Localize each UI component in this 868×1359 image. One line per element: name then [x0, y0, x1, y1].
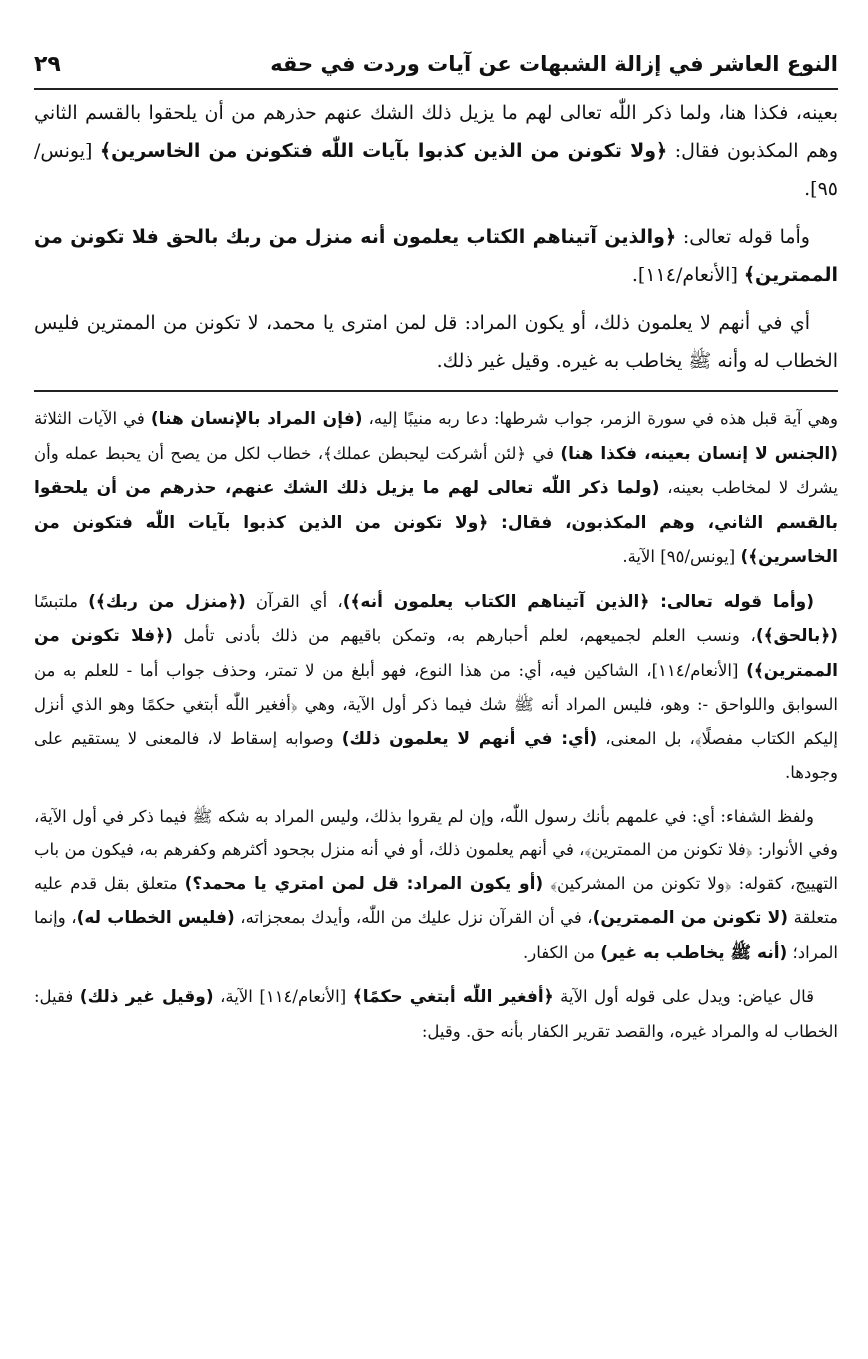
c-p2-bold-2: (﴿منزل من ربك﴾): [88, 591, 246, 612]
running-header: [34, 40, 838, 88]
commentary-paragraph-2: [34, 585, 838, 790]
main-p2-reference: [الأنعام/١١٤].: [631, 264, 744, 286]
page-number: ٢٩: [34, 51, 61, 77]
main-p2-verse: ﴿والذين آتيناهم الكتاب يعلمون أنه منزل من ربك بالحق فلا تكونن من الممترين﴾: [34, 226, 838, 286]
c-p1-text-2: في الآيات الثلاثة: [34, 409, 151, 428]
commentary-paragraph-1: [34, 402, 838, 575]
c-p4-bold-1: ﴿أفغير اللّٰه أبتغي حكمًا﴾: [352, 987, 554, 1007]
c-p1-text-3: في ﴿لئن أشركت ليحبطن عملك﴾، خطاب لكل من يصح أن يحبط عمله وأن يشرك لا لمخاطب بعينه،: [34, 443, 838, 497]
main-paragraph-2: [34, 218, 838, 294]
main-p1-text-1: بعينه، فكذا هنا، ولما ذكر اللّٰه تعالى لهم ما يزيل ذلك الشك عنهم حذرهم من أن يلحقوا بالقسم الثاني وهم المكذبون فقال:: [34, 102, 838, 162]
c-p3-text-4: ، وإنما المراد؛: [34, 908, 838, 962]
c-p1-text-4: [يونس/٩٥] الآية.: [622, 547, 741, 566]
c-p4-bold-2: (وقيل غير ذلك): [79, 987, 214, 1007]
c-p2-text-4: [الأنعام/١١٤]، الشاكين فيه، أي: من هذا النوع، فهو أبلغ من لا تمتر، وحذف جواب أما - للعلم به من السوابق واللواحق -: وهو، فليس المراد أنه ﷺ شك فيما ذكر أول الآية، وهي ﴿أفغير اللّٰه أبتغي حكمًا وهو الذي أنزل إليكم الكتاب مفصلًا﴾، بل المعنى،: [34, 660, 838, 748]
c-p2-bold-1: (وأما قوله تعالى: ﴿الذين آتيناهم الكتاب يعلمون أنه﴾): [342, 591, 814, 612]
c-p2-text-5: وصوابه إسقاط لا، فالمعنى لا يستقيم على وجودها.: [34, 728, 838, 782]
c-p4-text-1: قال عياض: ويدل على قوله أول الآية: [553, 987, 815, 1006]
c-p3-text-5: من الكفار.: [522, 942, 601, 962]
commentary-paragraph-3: [34, 800, 838, 971]
c-p3-text-1: ولفظ الشفاء: أي: في علمهم بأنك رسول اللّٰه، وإن لم يقروا بذلك، وليس المراد به شكه ﷺ فيما ذكر في أول الآية، وفي الأنوار: ﴿فلا تكونن من الممترين﴾، في أنهم يعلمون ذلك، أو في أنه منزل بجحود أكثرهم وكفرهم به، فيكون من باب التهييج، كقوله: ﴿ولا تكونن من المشركين﴾: [34, 806, 838, 893]
c-p2-text-1: ، أي القرآن: [245, 591, 343, 611]
c-p1-bold-2: (الجنس لا إنسان بعينه، فكذا هنا): [560, 443, 838, 464]
main-p1-verse: ﴿ولا تكونن من الذين كذبوا بآيات اللّٰه فتكونن من الخاسرين﴾: [100, 140, 668, 162]
commentary-separator: [34, 390, 838, 392]
c-p2-bold-3: (﴿بالحق﴾): [755, 626, 838, 646]
main-paragraph-3: [34, 304, 838, 380]
c-p3-text-2: متعلق بقل قدم عليه متعلقة: [34, 873, 838, 927]
c-p3-bold-2: (لا تكونن من الممترين): [592, 908, 789, 928]
main-p3-text-1: أي في أنهم لا يعلمون ذلك، أو يكون المراد: قل لمن امترى يا محمد، لا تكونن من الممترين فليس الخطاب له وأنه ﷺ يخاطب به غيره. وقيل غير ذلك.: [34, 312, 838, 372]
c-p4-text-3: فقيل: الخطاب له والمراد غيره، والقصد تقرير الكفار بأنه حق. وقيل:: [34, 987, 838, 1041]
c-p4-text-2: [الأنعام/١١٤] الآية،: [213, 987, 353, 1006]
c-p1-bold-1: (فإن المراد بالإنسان هنا): [150, 409, 363, 429]
c-p3-text-3: ، في أن القرآن نزل عليك من اللّٰه، وأيدك بمعجزاته،: [234, 908, 593, 927]
c-p2-text-2: ملتبسًا: [34, 591, 89, 611]
main-paragraph-1: [34, 94, 838, 208]
commentary-text: [34, 402, 838, 1048]
c-p2-bold-5: (أي: في أنهم لا يعلمون ذلك): [341, 728, 598, 749]
c-p3-bold-4: (أنه ﷺ يخاطب به غير): [600, 942, 788, 963]
commentary-paragraph-4: [34, 980, 838, 1048]
c-p1-bold-3: (ولما ذكر اللّٰه تعالى لهم ما يزيل ذلك الشك عنهم، حذرهم من أن يلحقوا بالقسم الثاني، وهم المكذبون، فقال: ﴿ولا تكونن من الذين كذبوا بآيات اللّٰه فتكونن من الخاسرين﴾): [34, 478, 838, 567]
c-p1-text-1: وهي آية قبل هذه في سورة الزمر، جواب شرطها: دعا ربه منيبًا إليه،: [362, 409, 838, 428]
main-text: [34, 90, 838, 380]
c-p2-bold-4: (﴿فلا تكونن من الممترين﴾): [34, 626, 838, 681]
c-p3-bold-1: (أو يكون المراد: قل لمن امتري يا محمد؟): [184, 873, 544, 894]
header-title: النوع العاشر في إزالة الشبهات عن آيات وردت في حقه: [270, 52, 838, 76]
main-p1-reference: [يونس/٩٥].: [34, 140, 838, 200]
c-p3-bold-3: (فليس الخطاب له): [76, 908, 235, 928]
c-p2-text-3: ، ونسب العلم لجميعهم، لعلم أحبارهم به، وتمكن باقيهم من ذلك بأدنى تأمل: [172, 626, 756, 645]
main-p2-text-1: وأما قوله تعالى:: [676, 226, 810, 248]
book-page: [34, 40, 838, 1340]
